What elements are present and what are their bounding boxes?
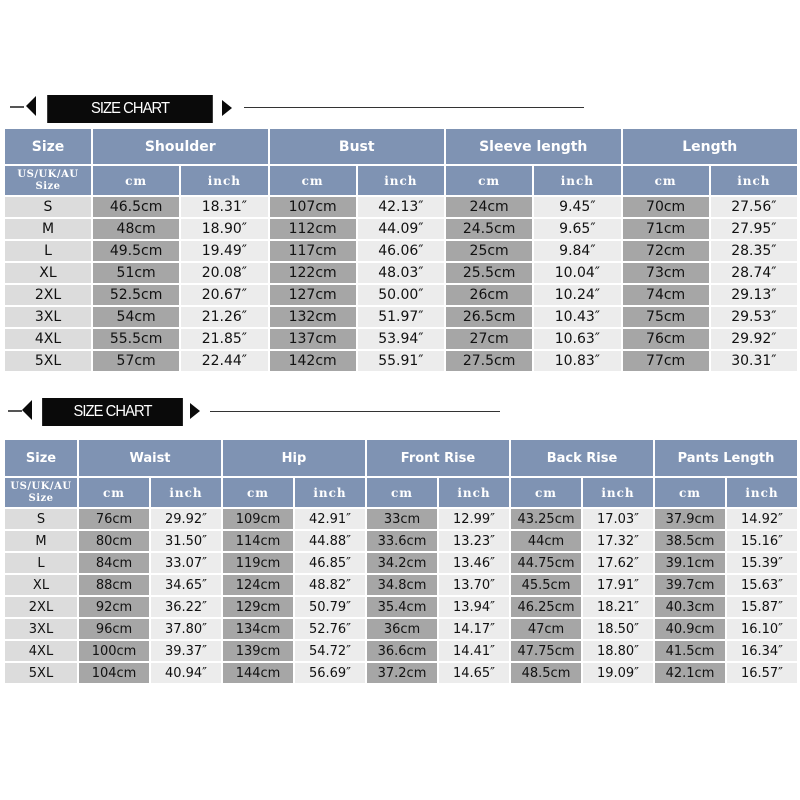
inch-value-cell: 13.23″ <box>439 531 509 551</box>
inch-value-cell: 29.92″ <box>711 329 797 349</box>
cm-value-cell: 38.5cm <box>655 531 725 551</box>
cm-value-cell: 52.5cm <box>93 285 179 305</box>
cm-value-cell: 100cm <box>79 641 149 661</box>
inch-value-cell: 22.44″ <box>181 351 267 371</box>
inch-value-cell: 19.09″ <box>583 663 653 683</box>
inch-value-cell: 42.13″ <box>358 197 444 217</box>
cm-value-cell: 142cm <box>270 351 356 371</box>
inch-value-cell: 48.82″ <box>295 575 365 595</box>
banner-label: SIZE CHART <box>47 95 213 123</box>
cm-value-cell: 122cm <box>270 263 356 283</box>
cm-value-cell: 25cm <box>446 241 532 261</box>
size-cell: 2XL <box>5 597 77 617</box>
unit-cm-header: cm <box>93 166 179 195</box>
cm-value-cell: 88cm <box>79 575 149 595</box>
inch-value-cell: 33.07″ <box>151 553 221 573</box>
unit-inch-header: inch <box>295 478 365 507</box>
cm-value-cell: 74cm <box>623 285 709 305</box>
table-body <box>5 197 797 371</box>
unit-inch-header: inch <box>358 166 444 195</box>
table-row <box>5 641 797 661</box>
unit-cm-header: cm <box>223 478 293 507</box>
cm-value-cell: 44cm <box>511 531 581 551</box>
cm-value-cell: 27.5cm <box>446 351 532 371</box>
inch-value-cell: 29.13″ <box>711 285 797 305</box>
inch-value-cell: 40.94″ <box>151 663 221 683</box>
inch-value-cell: 14.17″ <box>439 619 509 639</box>
cm-value-cell: 26cm <box>446 285 532 305</box>
inch-value-cell: 12.99″ <box>439 509 509 529</box>
inch-value-cell: 44.09″ <box>358 219 444 239</box>
inch-value-cell: 36.22″ <box>151 597 221 617</box>
inch-value-cell: 15.63″ <box>727 575 797 595</box>
cm-value-cell: 34.8cm <box>367 575 437 595</box>
unit-inch-header: inch <box>534 166 620 195</box>
inch-value-cell: 29.53″ <box>711 307 797 327</box>
size-cell: L <box>5 553 77 573</box>
table-row <box>5 285 797 305</box>
group-header-bust: Bust <box>270 129 445 164</box>
inch-value-cell: 50.00″ <box>358 285 444 305</box>
banner-rule <box>210 411 500 412</box>
inch-value-cell: 56.69″ <box>295 663 365 683</box>
cm-value-cell: 24cm <box>446 197 532 217</box>
cm-value-cell: 109cm <box>223 509 293 529</box>
cm-value-cell: 37.2cm <box>367 663 437 683</box>
inch-value-cell: 14.65″ <box>439 663 509 683</box>
cm-value-cell: 132cm <box>270 307 356 327</box>
cm-value-cell: 107cm <box>270 197 356 217</box>
cm-value-cell: 33.6cm <box>367 531 437 551</box>
unit-inch-header: inch <box>439 478 509 507</box>
cm-value-cell: 40.9cm <box>655 619 725 639</box>
table-row <box>5 575 797 595</box>
inch-value-cell: 9.45″ <box>534 197 620 217</box>
cm-value-cell: 76cm <box>79 509 149 529</box>
cm-value-cell: 36cm <box>367 619 437 639</box>
size-column-header: Size <box>5 440 77 476</box>
unit-cm-header: cm <box>623 166 709 195</box>
inch-value-cell: 21.85″ <box>181 329 267 349</box>
table-row <box>5 329 797 349</box>
table-row <box>5 241 797 261</box>
inch-value-cell: 17.62″ <box>583 553 653 573</box>
size-column-header: Size <box>5 129 91 164</box>
banner-rule <box>244 107 584 108</box>
cm-value-cell: 72cm <box>623 241 709 261</box>
banner-notch-right <box>222 100 232 116</box>
size-cell: XL <box>5 575 77 595</box>
size-cell: M <box>5 219 91 239</box>
cm-value-cell: 92cm <box>79 597 149 617</box>
inch-value-cell: 13.94″ <box>439 597 509 617</box>
size-cell: 3XL <box>5 307 91 327</box>
cm-value-cell: 137cm <box>270 329 356 349</box>
inch-value-cell: 10.43″ <box>534 307 620 327</box>
cm-value-cell: 33cm <box>367 509 437 529</box>
inch-value-cell: 10.83″ <box>534 351 620 371</box>
unit-cm-header: cm <box>367 478 437 507</box>
cm-value-cell: 71cm <box>623 219 709 239</box>
cm-value-cell: 57cm <box>93 351 179 371</box>
cm-value-cell: 43.25cm <box>511 509 581 529</box>
group-header-back-rise: Back Rise <box>511 440 653 476</box>
inch-value-cell: 17.91″ <box>583 575 653 595</box>
group-header-sleeve-length: Sleeve length <box>446 129 621 164</box>
size-cell: 5XL <box>5 351 91 371</box>
cm-value-cell: 44.75cm <box>511 553 581 573</box>
inch-value-cell: 17.03″ <box>583 509 653 529</box>
inch-value-cell: 53.94″ <box>358 329 444 349</box>
size-cell: 2XL <box>5 285 91 305</box>
inch-value-cell: 27.56″ <box>711 197 797 217</box>
size-cell: S <box>5 509 77 529</box>
unit-inch-header: inch <box>151 478 221 507</box>
cm-value-cell: 24.5cm <box>446 219 532 239</box>
inch-value-cell: 55.91″ <box>358 351 444 371</box>
inch-value-cell: 18.90″ <box>181 219 267 239</box>
inch-value-cell: 18.50″ <box>583 619 653 639</box>
cm-value-cell: 80cm <box>79 531 149 551</box>
cm-value-cell: 41.5cm <box>655 641 725 661</box>
table-body <box>5 509 797 683</box>
cm-value-cell: 45.5cm <box>511 575 581 595</box>
cm-value-cell: 48cm <box>93 219 179 239</box>
inch-value-cell: 29.92″ <box>151 509 221 529</box>
group-header-hip: Hip <box>223 440 365 476</box>
cm-value-cell: 96cm <box>79 619 149 639</box>
inch-value-cell: 16.34″ <box>727 641 797 661</box>
inch-value-cell: 18.80″ <box>583 641 653 661</box>
cm-value-cell: 134cm <box>223 619 293 639</box>
size-cell: 4XL <box>5 329 91 349</box>
unit-inch-header: inch <box>727 478 797 507</box>
unit-inch-header: inch <box>583 478 653 507</box>
inch-value-cell: 48.03″ <box>358 263 444 283</box>
cm-value-cell: 129cm <box>223 597 293 617</box>
banner-notch-left <box>22 400 32 420</box>
size-cell: XL <box>5 263 91 283</box>
unit-cm-header: cm <box>79 478 149 507</box>
cm-value-cell: 49.5cm <box>93 241 179 261</box>
inch-value-cell: 10.04″ <box>534 263 620 283</box>
unit-cm-header: cm <box>446 166 532 195</box>
inch-value-cell: 20.67″ <box>181 285 267 305</box>
cm-value-cell: 34.2cm <box>367 553 437 573</box>
table-row <box>5 531 797 551</box>
cm-value-cell: 55.5cm <box>93 329 179 349</box>
size-cell: M <box>5 531 77 551</box>
cm-value-cell: 54cm <box>93 307 179 327</box>
unit-cm-header: cm <box>270 166 356 195</box>
cm-value-cell: 46.5cm <box>93 197 179 217</box>
inch-value-cell: 50.79″ <box>295 597 365 617</box>
inch-value-cell: 13.46″ <box>439 553 509 573</box>
table-row <box>5 307 797 327</box>
unit-cm-header: cm <box>511 478 581 507</box>
inch-value-cell: 15.87″ <box>727 597 797 617</box>
inch-value-cell: 18.21″ <box>583 597 653 617</box>
cm-value-cell: 127cm <box>270 285 356 305</box>
inch-value-cell: 21.26″ <box>181 307 267 327</box>
inch-value-cell: 19.49″ <box>181 241 267 261</box>
cm-value-cell: 42.1cm <box>655 663 725 683</box>
table-row <box>5 619 797 639</box>
cm-value-cell: 35.4cm <box>367 597 437 617</box>
unit-inch-header: inch <box>181 166 267 195</box>
cm-value-cell: 124cm <box>223 575 293 595</box>
inch-value-cell: 18.31″ <box>181 197 267 217</box>
cm-value-cell: 39.1cm <box>655 553 725 573</box>
cm-value-cell: 47cm <box>511 619 581 639</box>
banner-label: SIZE CHART <box>42 398 183 426</box>
inch-value-cell: 10.63″ <box>534 329 620 349</box>
size-cell: L <box>5 241 91 261</box>
inch-value-cell: 28.35″ <box>711 241 797 261</box>
inch-value-cell: 17.32″ <box>583 531 653 551</box>
table-row <box>5 597 797 617</box>
inch-value-cell: 31.50″ <box>151 531 221 551</box>
cm-value-cell: 84cm <box>79 553 149 573</box>
table-row <box>5 219 797 239</box>
cm-value-cell: 39.7cm <box>655 575 725 595</box>
table-row <box>5 553 797 573</box>
cm-value-cell: 73cm <box>623 263 709 283</box>
cm-value-cell: 37.9cm <box>655 509 725 529</box>
inch-value-cell: 10.24″ <box>534 285 620 305</box>
cm-value-cell: 144cm <box>223 663 293 683</box>
inch-value-cell: 27.95″ <box>711 219 797 239</box>
cm-value-cell: 26.5cm <box>446 307 532 327</box>
size-cell: S <box>5 197 91 217</box>
inch-value-cell: 46.06″ <box>358 241 444 261</box>
cm-value-cell: 51cm <box>93 263 179 283</box>
cm-value-cell: 117cm <box>270 241 356 261</box>
inch-value-cell: 34.65″ <box>151 575 221 595</box>
size-cell: 4XL <box>5 641 77 661</box>
cm-value-cell: 75cm <box>623 307 709 327</box>
cm-value-cell: 76cm <box>623 329 709 349</box>
inch-value-cell: 51.97″ <box>358 307 444 327</box>
size-cell: 5XL <box>5 663 77 683</box>
cm-value-cell: 27cm <box>446 329 532 349</box>
table-row <box>5 351 797 371</box>
inch-value-cell: 15.16″ <box>727 531 797 551</box>
unit-inch-header: inch <box>711 166 797 195</box>
cm-value-cell: 36.6cm <box>367 641 437 661</box>
cm-value-cell: 119cm <box>223 553 293 573</box>
inch-value-cell: 52.76″ <box>295 619 365 639</box>
inch-value-cell: 9.84″ <box>534 241 620 261</box>
inch-value-cell: 28.74″ <box>711 263 797 283</box>
cm-value-cell: 40.3cm <box>655 597 725 617</box>
inch-value-cell: 9.65″ <box>534 219 620 239</box>
size-table-bottom <box>3 438 799 685</box>
cm-value-cell: 48.5cm <box>511 663 581 683</box>
inch-value-cell: 16.10″ <box>727 619 797 639</box>
group-header-shoulder: Shoulder <box>93 129 268 164</box>
group-header-waist: Waist <box>79 440 221 476</box>
inch-value-cell: 46.85″ <box>295 553 365 573</box>
banner-dash <box>8 410 22 412</box>
inch-value-cell: 15.39″ <box>727 553 797 573</box>
inch-value-cell: 16.57″ <box>727 663 797 683</box>
cm-value-cell: 77cm <box>623 351 709 371</box>
inch-value-cell: 37.80″ <box>151 619 221 639</box>
inch-value-cell: 42.91″ <box>295 509 365 529</box>
inch-value-cell: 44.88″ <box>295 531 365 551</box>
inch-value-cell: 13.70″ <box>439 575 509 595</box>
cm-value-cell: 25.5cm <box>446 263 532 283</box>
table-row <box>5 263 797 283</box>
cm-value-cell: 112cm <box>270 219 356 239</box>
cm-value-cell: 114cm <box>223 531 293 551</box>
table-row <box>5 197 797 217</box>
cm-value-cell: 139cm <box>223 641 293 661</box>
cm-value-cell: 47.75cm <box>511 641 581 661</box>
table-row <box>5 663 797 683</box>
inch-value-cell: 30.31″ <box>711 351 797 371</box>
group-header-front-rise: Front Rise <box>367 440 509 476</box>
unit-cm-header: cm <box>655 478 725 507</box>
table-row <box>5 509 797 529</box>
size-cell: 3XL <box>5 619 77 639</box>
size-table-top <box>3 127 799 373</box>
cm-value-cell: 46.25cm <box>511 597 581 617</box>
cm-value-cell: 104cm <box>79 663 149 683</box>
banner-dash <box>10 106 24 108</box>
inch-value-cell: 14.92″ <box>727 509 797 529</box>
banner-notch-left <box>26 96 36 116</box>
inch-value-cell: 54.72″ <box>295 641 365 661</box>
inch-value-cell: 20.08″ <box>181 263 267 283</box>
group-header-pants-length: Pants Length <box>655 440 797 476</box>
inch-value-cell: 14.41″ <box>439 641 509 661</box>
inch-value-cell: 39.37″ <box>151 641 221 661</box>
cm-value-cell: 70cm <box>623 197 709 217</box>
group-header-length: Length <box>623 129 798 164</box>
banner-notch-right <box>190 403 200 419</box>
region-size-label: US/UK/AU Size <box>5 166 91 195</box>
region-size-label: US/UK/AU Size <box>5 478 77 507</box>
